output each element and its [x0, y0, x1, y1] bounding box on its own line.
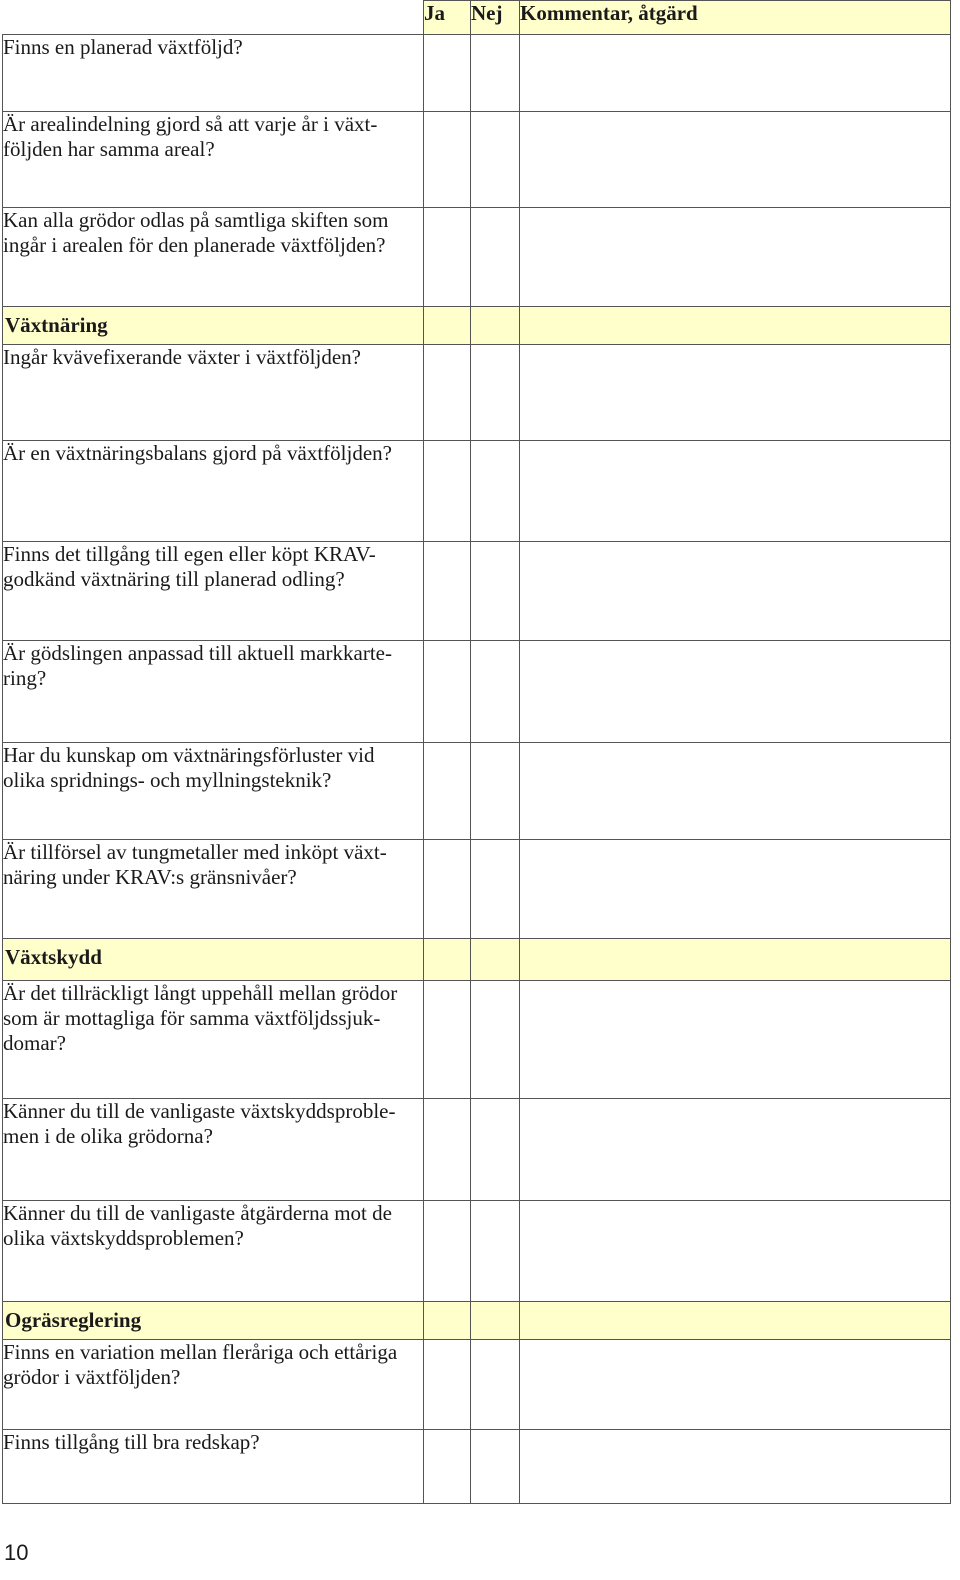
nej-cell — [471, 1302, 520, 1340]
table-row — [3, 743, 951, 840]
table-row — [3, 441, 951, 542]
comment-cell[interactable] — [520, 112, 951, 208]
nej-cell[interactable] — [471, 981, 520, 1099]
comment-cell[interactable] — [520, 208, 951, 307]
ja-cell[interactable] — [424, 641, 471, 743]
comment-cell[interactable] — [520, 1430, 951, 1504]
ja-cell[interactable] — [424, 1099, 471, 1201]
table-row — [3, 345, 951, 441]
comment-cell — [520, 939, 951, 981]
nej-cell[interactable] — [471, 345, 520, 441]
question-text: Är det tillräckligt långt uppehåll mellan grödor som är mottagliga för samma växtföljdssjuk- domar? — [3, 981, 424, 1099]
ja-cell[interactable] — [424, 981, 471, 1099]
ja-cell — [424, 1302, 471, 1340]
section-title: Ogräsreglering — [3, 1302, 424, 1340]
section-row — [3, 939, 951, 981]
section-title: Växtnäring — [3, 307, 424, 345]
question-text: Har du kunskap om växtnäringsförluster vid olika spridnings- och myllningsteknik? — [3, 743, 424, 840]
ja-cell — [424, 939, 471, 981]
comment-cell[interactable] — [520, 641, 951, 743]
table-row — [3, 112, 951, 208]
nej-cell — [471, 307, 520, 345]
ja-cell[interactable] — [424, 743, 471, 840]
question-text: Ingår kvävefixerande växter i växtföljden? — [3, 345, 424, 441]
table-row — [3, 35, 951, 112]
comment-cell[interactable] — [520, 542, 951, 641]
table-row — [3, 981, 951, 1099]
nej-cell[interactable] — [471, 1099, 520, 1201]
comment-cell — [520, 1302, 951, 1340]
comment-cell[interactable] — [520, 35, 951, 112]
question-text: Är gödslingen anpassad till aktuell markkarte- ring? — [3, 641, 424, 743]
table-row — [3, 641, 951, 743]
ja-cell — [424, 307, 471, 345]
nej-cell[interactable] — [471, 743, 520, 840]
nej-cell[interactable] — [471, 1430, 520, 1504]
comment-cell[interactable] — [520, 840, 951, 939]
ja-cell[interactable] — [424, 840, 471, 939]
nej-cell — [471, 939, 520, 981]
comment-cell[interactable] — [520, 1099, 951, 1201]
ja-cell[interactable] — [424, 1201, 471, 1302]
ja-cell[interactable] — [424, 441, 471, 542]
question-text: Finns tillgång till bra redskap? — [3, 1430, 424, 1504]
ja-cell[interactable] — [424, 112, 471, 208]
checklist-rows — [3, 35, 951, 1504]
header-blank-cell — [3, 1, 424, 35]
section-title: Växtskydd — [3, 939, 424, 981]
nej-cell[interactable] — [471, 840, 520, 939]
ja-cell[interactable] — [424, 208, 471, 307]
question-text: Är arealindelning gjord så att varje år i växt- följden har samma areal? — [3, 112, 424, 208]
ja-cell[interactable] — [424, 35, 471, 112]
comment-cell — [520, 307, 951, 345]
nej-cell[interactable] — [471, 35, 520, 112]
comment-cell[interactable] — [520, 981, 951, 1099]
table-row — [3, 1099, 951, 1201]
ja-cell[interactable] — [424, 542, 471, 641]
question-text: Finns en planerad växtföljd? — [3, 35, 424, 112]
nej-cell[interactable] — [471, 112, 520, 208]
table-row — [3, 542, 951, 641]
comment-cell[interactable] — [520, 1340, 951, 1430]
section-row — [3, 307, 951, 345]
header-ja: Ja — [424, 1, 471, 35]
nej-cell[interactable] — [471, 542, 520, 641]
ja-cell[interactable] — [424, 1430, 471, 1504]
nej-cell[interactable] — [471, 1340, 520, 1430]
page-number: 10 — [4, 1540, 29, 1565]
question-text: Känner du till de vanligaste åtgärderna mot de olika växtskyddsproblemen? — [3, 1201, 424, 1302]
checklist-table — [2, 0, 951, 1504]
comment-cell[interactable] — [520, 441, 951, 542]
question-text: Känner du till de vanligaste växtskyddsproble- men i de olika grödorna? — [3, 1099, 424, 1201]
question-text: Är en växtnäringsbalans gjord på växtföljden? — [3, 441, 424, 542]
nej-cell[interactable] — [471, 1201, 520, 1302]
nej-cell[interactable] — [471, 441, 520, 542]
table-row — [3, 208, 951, 307]
ja-cell[interactable] — [424, 345, 471, 441]
header-comment: Kommentar, åtgärd — [520, 1, 951, 35]
comment-cell[interactable] — [520, 1201, 951, 1302]
table-row — [3, 1201, 951, 1302]
table-row — [3, 1340, 951, 1430]
table-row — [3, 840, 951, 939]
nej-cell[interactable] — [471, 641, 520, 743]
section-row — [3, 1302, 951, 1340]
question-text: Finns en variation mellan fleråriga och ettåriga grödor i växtföljden? — [3, 1340, 424, 1430]
header-row — [3, 1, 951, 35]
nej-cell[interactable] — [471, 208, 520, 307]
header-nej: Nej — [471, 1, 520, 35]
question-text: Kan alla grödor odlas på samtliga skiften som ingår i arealen för den planerade växtföljden? — [3, 208, 424, 307]
question-text: Är tillförsel av tungmetaller med inköpt växt- näring under KRAV:s gränsnivåer? — [3, 840, 424, 939]
comment-cell[interactable] — [520, 743, 951, 840]
ja-cell[interactable] — [424, 1340, 471, 1430]
comment-cell[interactable] — [520, 345, 951, 441]
table-row — [3, 1430, 951, 1504]
question-text: Finns det tillgång till egen eller köpt KRAV- godkänd växtnäring till planerad odling? — [3, 542, 424, 641]
